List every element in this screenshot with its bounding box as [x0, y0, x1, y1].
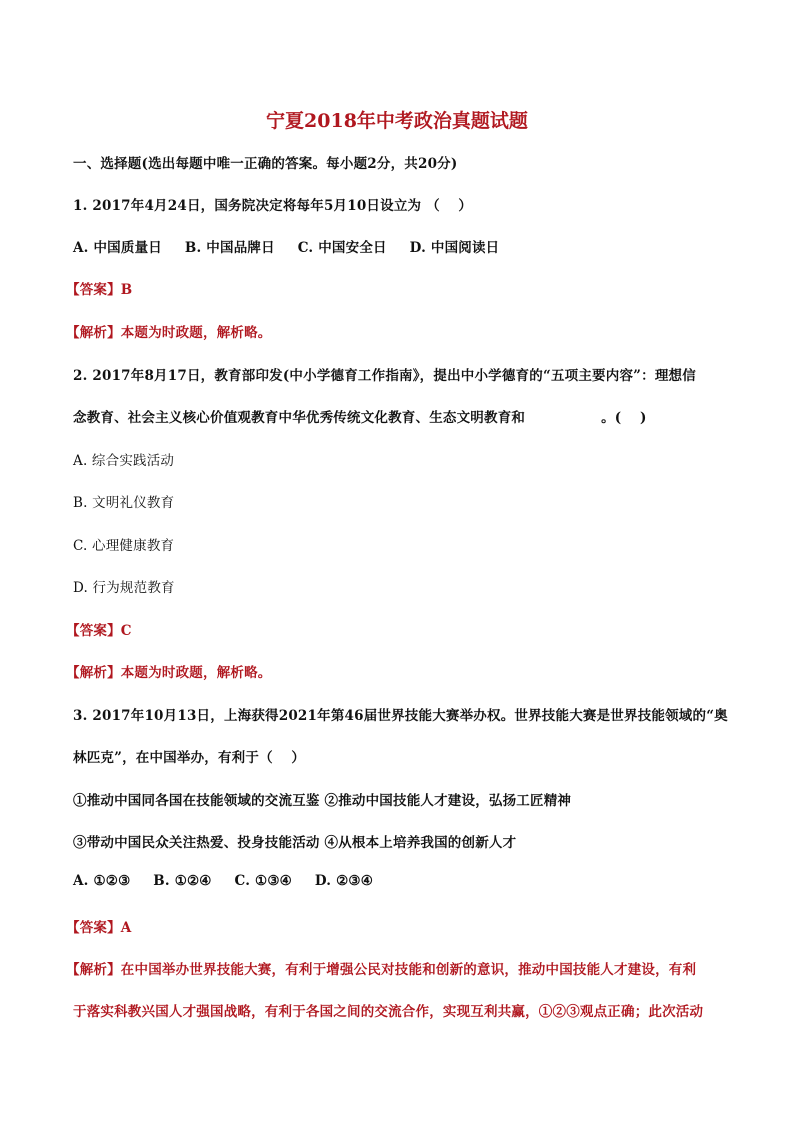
option-c: C. ①③④	[234, 873, 292, 889]
question-2-stem-line-2	[73, 406, 733, 426]
document-title: 宁夏2018年中考政治真题试题	[266, 110, 528, 132]
option-d: D. 中国阅读日	[409, 240, 500, 256]
option-a: A. 中国质量日	[73, 240, 162, 256]
question-3-analysis-line-2: 于落实科教兴国人才强国战略，有利于各国之间的交流合作，实现互利共赢，①②③观点正确；此次活动	[73, 1004, 704, 1020]
question-2-answer: 【答案】C	[66, 623, 132, 639]
question-1-answer: 【答案】B	[66, 282, 133, 298]
question-2-analysis: 【解析】本题为时政题，解析略。	[66, 665, 272, 681]
option-b: B. 中国品牌日	[184, 240, 275, 256]
section-heading: 一、选择题(选出每题中唯一正确的答案。每小题2分，共20分)	[73, 156, 458, 172]
question-2-stem-line-1: 2. 2017年8月17日，教育部印发(中小学德育工作指南》，提出中小学德育的“五项主要内容”：理想信	[73, 368, 696, 384]
option-b: B. ①②④	[153, 873, 212, 889]
question-1-options	[73, 236, 733, 256]
option-a: A. ①②③	[73, 873, 131, 889]
question-2-option-d: D. 行为规范教育	[73, 580, 175, 596]
question-2-stem-text: 念教育、社会主义核心价值观教育中华优秀传统文化教育、生态文明教育和	[73, 410, 526, 426]
question-3-stem-line-1: 3. 2017年10月13日，上海获得2021年第46届世界技能大赛举办权。世界技能大赛是世界技能领域的“奥	[73, 708, 728, 724]
question-2-option-c: C. 心理健康教育	[73, 538, 175, 554]
question-3-analysis-line-1: 【解析】在中国举办世界技能大赛，有利于增强公民对技能和创新的意识，推动中国技能人才建设，有利	[66, 962, 697, 978]
question-3-options	[73, 873, 733, 889]
question-2-option-a: A. 综合实践活动	[73, 453, 175, 469]
question-3-items-line-1: ①推动中国同各国在技能领域的交流互鉴 ②推动中国技能人才建设，弘扬工匠精神	[73, 793, 572, 809]
question-2-stem-end: 。( )	[601, 410, 647, 426]
option-d: D. ②③④	[314, 873, 373, 889]
question-2-option-b: B. 文明礼仪教育	[73, 495, 175, 511]
question-1-stem: 1. 2017年4月24日，国务院决定将每年5月10日设立为 （ ）	[73, 198, 473, 214]
option-c: C. 中国安全日	[297, 240, 387, 256]
question-3-stem-line-2: 林匹克”，在中国举办，有利于（ ）	[73, 750, 306, 766]
question-3-answer: 【答案】A	[66, 920, 132, 936]
question-1-analysis: 【解析】本题为时政题，解析略。	[66, 325, 272, 341]
question-3-items-line-2: ③带动中国民众关注热爱、投身技能活动 ④从根本上培养我国的创新人才	[73, 835, 517, 851]
